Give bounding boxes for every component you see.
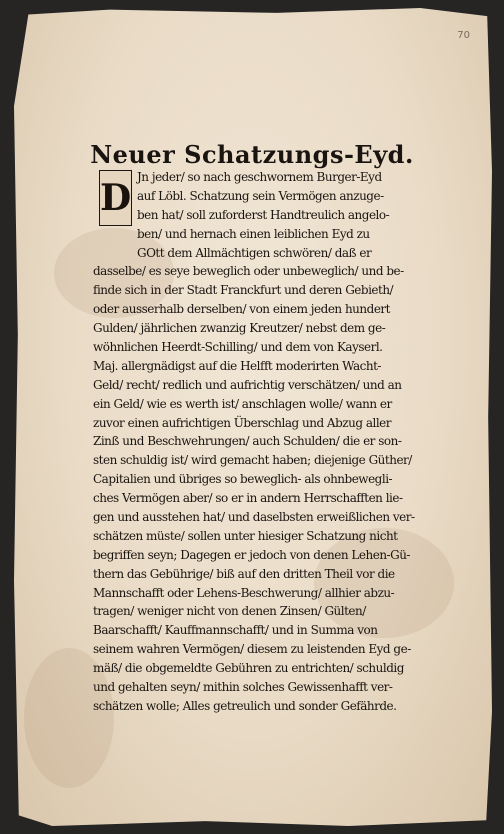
text-line: Maj. allergnädigst auf die Helfft moderirten Wacht-	[93, 358, 381, 373]
text-line: ches Vermögen aber/ so er in andern Herrschafften lie-	[93, 491, 403, 506]
text-line: Mannschafft oder Lehens-Beschwerung/ allhier abzu-	[93, 585, 395, 600]
text-line: schätzen müste/ sollen unter hiesiger Schatzung nicht	[93, 528, 398, 543]
text-line: Zinß und Beschwehrungen/ auch Schulden/ die er son-	[93, 434, 402, 449]
text-line: Capitalien und übriges so beweglich- als ohnbewegli-	[93, 472, 393, 487]
text-line: wöhnlichen Heerdt-Schilling/ und dem von Kayserl.	[93, 340, 383, 355]
text-line: Jn jeder/ so nach geschwornem Burger-Eyd	[137, 170, 382, 184]
decorated-initial: D	[99, 170, 132, 226]
text-line: Baarschafft/ Kauffmannschafft/ und in Summa von	[93, 623, 378, 638]
text-line: und gehalten seyn/ mithin solches Gewissenhafft ver-	[93, 680, 393, 695]
text-line: thern das Gebührige/ biß auf den dritten Theil vor die	[93, 566, 395, 581]
text-line: dasselbe/ es seye beweglich oder unbeweglich/ und be-	[93, 264, 404, 279]
text-line: auf Löbl. Schatzung sein Vermögen anzuge-	[137, 188, 384, 203]
text-line: GOtt dem Allmächtigen schwören/ daß er	[137, 245, 372, 260]
text-line: oder ausserhalb derselben/ von einem jeden hundert	[93, 302, 390, 317]
text-line: ben/ und hernach einen leiblichen Eyd zu	[137, 226, 370, 241]
text-line: finde sich in der Stadt Franckfurt und deren Gebieth/	[93, 283, 394, 298]
text-line: sten schuldig ist/ wird gemacht haben; diejenige Güther/	[93, 453, 412, 468]
oath-text	[93, 168, 418, 716]
text-line: tragen/ weniger nicht von denen Zinsen/ Gülten/	[93, 604, 366, 619]
text-line: Geld/ recht/ redlich und aufrichtig verschätzen/ und an	[93, 377, 402, 392]
text-line: Gulden/ jährlichen zwanzig Kreutzer/ nebst dem ge-	[93, 321, 386, 336]
page-number: 70	[457, 30, 470, 41]
text-line: gen und ausstehen hat/ und daselbsten erweißlichen ver-	[93, 510, 415, 525]
text-line: ein Geld/ wie es werth ist/ anschlagen wolle/ wann er	[93, 396, 392, 411]
document-title: Neuer Schatzungs-Eyd.	[90, 140, 414, 169]
text-line: schätzen wolle; Alles getreulich und sonder Gefährde.	[93, 698, 397, 713]
text-line: begriffen seyn; Dagegen er jedoch von denen Lehen-Gü-	[93, 547, 410, 562]
text-line: seinem wahren Vermögen/ diesem zu leistenden Eyd ge-	[93, 642, 411, 657]
text-line: mäß/ die obgemeldte Gebühren zu entrichten/ schuldig	[93, 661, 404, 676]
text-line: ben hat/ soll zuforderst Handtreulich angelo-	[137, 207, 390, 222]
text-line: zuvor einen aufrichtigen Überschlag und Abzug aller	[93, 415, 391, 430]
